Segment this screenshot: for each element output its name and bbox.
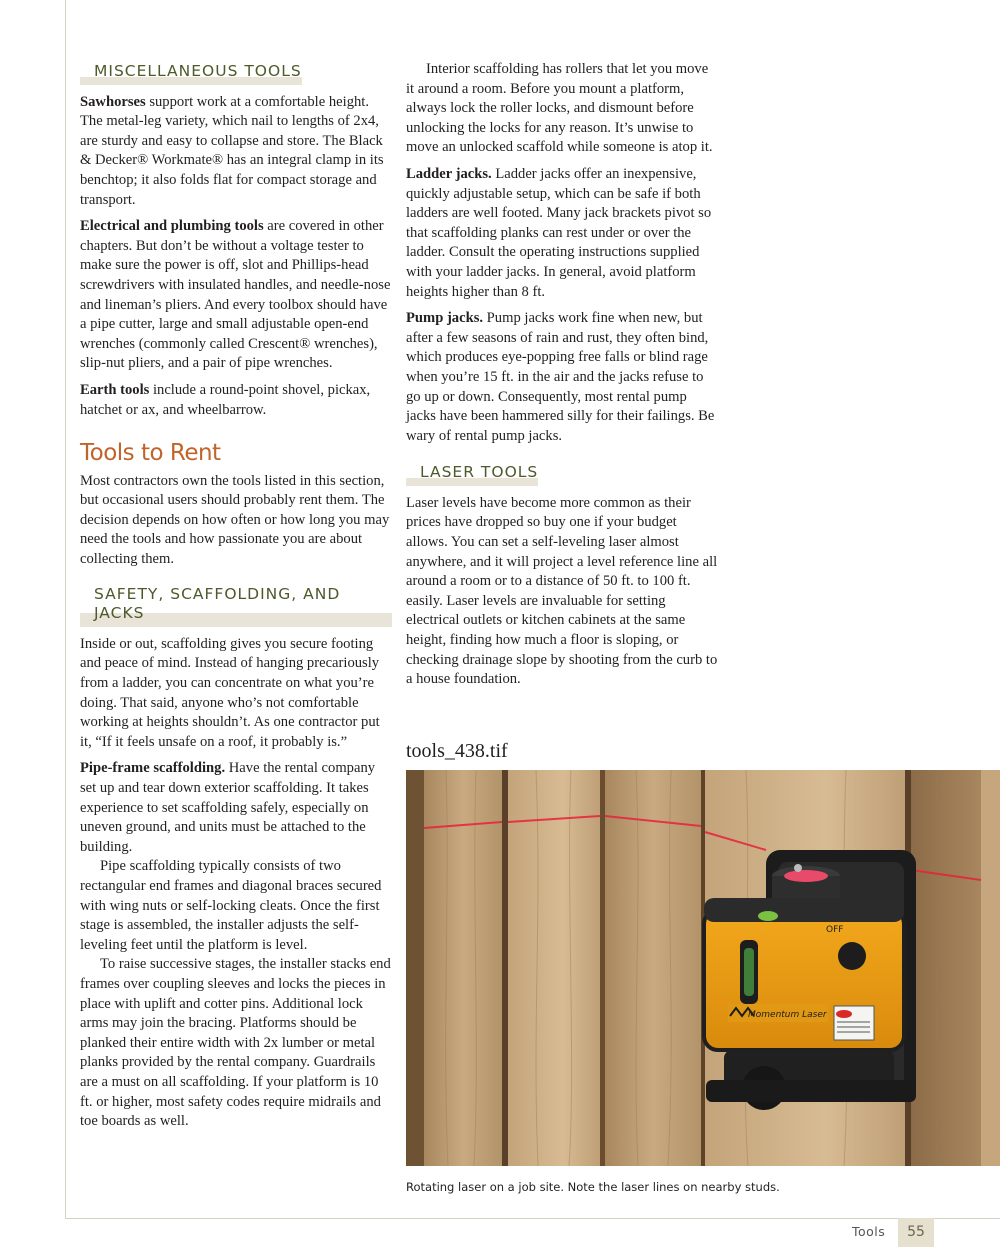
laser-level-photo	[406, 770, 1000, 1166]
paragraph-sawhorses	[80, 93, 392, 211]
paragraph-ladder-jacks	[406, 165, 718, 302]
lead-sawhorses: Sawhorses	[80, 93, 146, 110]
paragraph-laser-tools: Laser levels have become more common as their prices have dropped so buy one if your budget allows. You can set a self-leveling laser almost anywhere, and it will project a level reference line all around a room or to a distance of 50 ft. to 100 ft. easily. Laser levels are invaluable for setting electrical outlets or kitchen cabinets at the same height, finding how much a floor is sloping, or checking drainage slope by shooting from the curb to a house foundation.	[406, 494, 718, 688]
footer-section-label: Tools	[852, 1224, 886, 1239]
lead-electrical: Electrical and plumbing tools	[80, 218, 264, 235]
paragraph-pump-jacks	[406, 309, 718, 446]
section-heading-safety: SAFETY, SCAFFOLDING, AND JACKS	[80, 583, 392, 627]
text-ladder-jacks: Ladder jacks offer an inexpensive, quickly adjustable setup, which can be safe if both ladders are well footed. Many jack brackets pivot so that scaffolding planks can rest under or over the ladder. Consult the operating instructions supplied with your ladder jacks. In general, avoid platform heights higher than 8 ft.	[406, 165, 712, 300]
paragraph-electrical	[80, 217, 392, 374]
page-bottom-rule	[65, 1218, 1000, 1219]
lead-pump-jacks: Pump jacks.	[406, 310, 484, 327]
figure-filename: tools_438.tif	[406, 740, 508, 762]
text-sawhorses: support work at a comfortable height. The metal-leg variety, which nail to lengths of 2x4, are sturdy and easy to collapse and store. The Black & Decker® Workmate® has an integral clamp in its benchtop; it also folds flat for compact storage and transport.	[80, 93, 384, 208]
heading-tools-to-rent: Tools to Rent	[80, 440, 221, 467]
paragraph-safety: Inside or out, scaffolding gives you secure footing and peace of mind. Instead of hanging precariously from a ladder, you can concentrate on what you’re doing. That said, anyone who’s not comfortable working at heights shouldn’t. As one contractor put it, “If it feels unsafe on a roof, it probably is.”	[80, 635, 380, 750]
left-column	[80, 60, 392, 1132]
dial-off-label	[826, 925, 843, 935]
text-pump-jacks: Pump jacks work fine when new, but after a few seasons of rain and rust, they often bind, which produces eye-popping free falls or blind rage when you’re 15 ft. in the air and the jacks refuse to go up or down. Consequently, most rental pump jacks have been hammered silly for their failings. Be wary of rental pump jacks.	[406, 310, 715, 444]
section-heading-laser-tools: LASER TOOLS	[406, 461, 538, 486]
section-heading-misc-tools: MISCELLANEOUS TOOLS	[80, 60, 302, 85]
paragraph-pipe-3: To raise successive stages, the installer stacks end frames over coupling sleeves and locks the pieces in place with uplift and cotter pins. Additional lock arms may join the bracing. Platforms should be planked their entire width with 2x lumber or metal planks provided by the rental company. Guardrails are a must on all scaffolding. If your platform is 10 ft. or higher, most safety codes require midrails and toe boards as well.	[80, 956, 391, 1130]
page-margin-rule	[65, 0, 66, 1218]
figure-caption: Rotating laser on a job site. Note the laser lines on nearby studs.	[406, 1180, 780, 1194]
lead-earth-tools: Earth tools	[80, 381, 150, 398]
lead-pipe-frame: Pipe-frame scaffolding.	[80, 760, 226, 777]
paragraph-interior-scaffolding: Interior scaffolding has rollers that let you move it around a room. Before you mount a platform, always lock the roller locks, and dismount before unlocking the locks for any reason. It’s unwise to move an unlocked scaffold while someone is atop it.	[406, 61, 713, 156]
svg-text:Momentum Laser: Momentum Laser	[748, 1010, 827, 1020]
paragraph-earth-tools	[80, 381, 392, 420]
right-column	[406, 60, 718, 697]
paragraph-pipe-frame	[80, 759, 392, 857]
device-brand-label	[748, 1010, 828, 1020]
svg-text:OFF: OFF	[826, 925, 844, 935]
text-pipe-frame: Have the rental company set up and tear down exterior scaffolding. It takes experience to set scaffolding safely, especially on uneven ground, and units must be attached to the building.	[80, 760, 376, 855]
paragraph-tools-to-rent: Most contractors own the tools listed in this section, but occasional users should probably rent them. The decision depends on how often or how long you may need the tools and how passionate you are about collecting them.	[80, 472, 390, 568]
paragraph-pipe-2: Pipe scaffolding typically consists of two rectangular end frames and diagonal braces secured with wing nuts or self-locking cleats. Once the first stage is assembled, the installer adjusts the self-leveling feet until the platform is level.	[80, 858, 382, 953]
text-electrical: are covered in other chapters. But don’t be without a voltage tester to make sure the power is off, slot and Phillips-head screwdrivers with insulated handles, and needle-nose and lineman’s pliers. And every toolbox should have a pipe cutter, large and small adjustable open-end wrenches (commonly called Crescent® wrenches), slip-nut pliers, and a pair of pipe wrenches.	[80, 218, 391, 372]
lead-ladder-jacks: Ladder jacks.	[406, 165, 492, 182]
laser-photo-illustration	[406, 770, 1000, 1166]
page-number: 55	[907, 1224, 925, 1240]
text-earth-tools: include a round-point shovel, pickax, hatchet or ax, and wheelbarrow.	[80, 381, 371, 418]
